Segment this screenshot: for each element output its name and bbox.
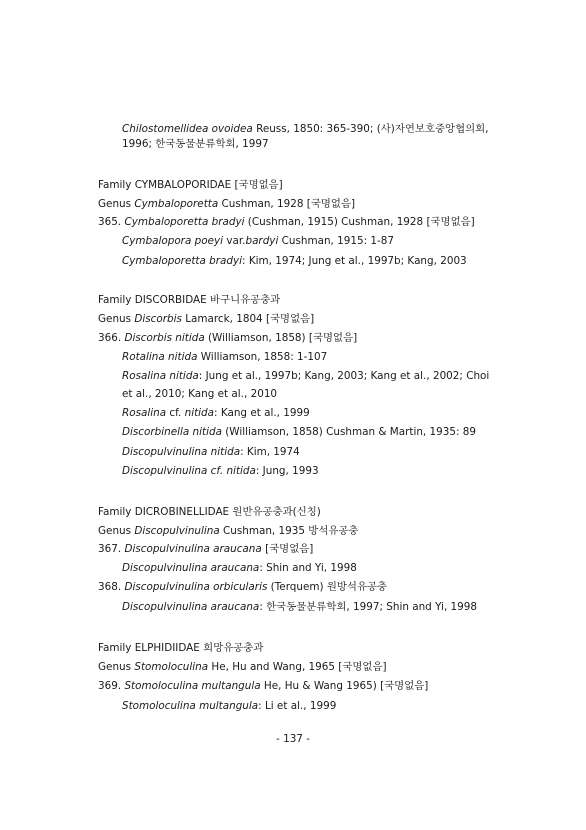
- taxon-name: Discorbinella nitida: [122, 426, 222, 438]
- line-text: Cushman, 1928 [국명없음]: [218, 198, 356, 210]
- text-line: [122, 138, 269, 151]
- line-text: : Jung et al., 1997b; Kang, 2003; Kang et al., 2002; Choi: [198, 370, 490, 382]
- text-line: [98, 294, 280, 307]
- text-line: [122, 700, 336, 713]
- text-line: [98, 506, 321, 519]
- line-text: He, Hu and Wang, 1965 [국명없음]: [208, 661, 387, 673]
- taxon-name: Cymbaloporetta bradyi: [124, 216, 245, 228]
- taxon-name: Discopulvinulina: [134, 525, 220, 537]
- line-text: : Kim, 1974; Jung et al., 1997b; Kang, 2003: [242, 255, 467, 267]
- page-number: - 137 -: [276, 733, 310, 745]
- line-text: Reuss, 1850: 365-390; (사)자연보호중앙협의회,: [252, 123, 489, 135]
- text-line: [122, 407, 310, 420]
- text-line: [98, 332, 357, 345]
- taxon-name: Stomoloculina multangula: [122, 700, 259, 712]
- taxon-name: Discopulvinulina orbicularis: [124, 581, 268, 593]
- text-line: [98, 581, 387, 594]
- text-line: [98, 525, 358, 538]
- line-text: Cushman, 1935 방석유공충: [219, 525, 359, 537]
- text-line: [122, 562, 357, 575]
- line-text: Genus: [98, 525, 135, 537]
- taxon-name: Discopulvinulina araucana: [122, 601, 260, 613]
- line-text: : Kim, 1974: [240, 446, 300, 458]
- line-text: Family DISCORBIDAE 바구니유공충과: [98, 294, 281, 306]
- text-line: [122, 370, 489, 383]
- line-text: Family CYMBALOPORIDAE [국명없음]: [98, 179, 283, 191]
- line-text: Lamarck, 1804 [국명없음]: [181, 313, 315, 325]
- text-line: [98, 661, 387, 674]
- line-text: et al., 2010; Kang et al., 2010: [122, 388, 278, 400]
- text-line: [98, 179, 283, 192]
- taxon-name: Stomoloculina multangula: [124, 680, 261, 692]
- line-text: He, Hu & Wang 1965) [국명없음]: [260, 680, 429, 692]
- taxon-name: Cymbaloporetta bradyi: [122, 255, 243, 267]
- line-text: : 한국동물분류학회, 1997; Shin and Yi, 1998: [259, 601, 477, 613]
- line-text: : Jung, 1993: [255, 465, 319, 477]
- line-text: (Cushman, 1915) Cushman, 1928 [국명없음]: [244, 216, 475, 228]
- text-line: [98, 198, 355, 211]
- text-line: [98, 642, 263, 655]
- text-line: [98, 680, 428, 693]
- taxon-name: Cymbaloporetta: [134, 198, 219, 210]
- text-line: [122, 446, 300, 459]
- taxon-name: nitida: [184, 407, 215, 419]
- text-line: [122, 426, 476, 439]
- text-line: [122, 351, 327, 364]
- taxon-name: Rotalina nitida: [122, 351, 198, 363]
- taxon-name: Rosalina nitida: [122, 370, 199, 382]
- line-text: 369.: [98, 680, 125, 692]
- taxon-name: Discopulvinulina nitida: [122, 446, 241, 458]
- line-text: (Williamson, 1858) [국명없음]: [204, 332, 358, 344]
- taxon-name: Cymbalopora poeyi: [122, 235, 224, 247]
- text-line: [98, 216, 475, 229]
- text-line: [98, 313, 314, 326]
- line-text: 367.: [98, 543, 125, 555]
- line-text: Family ELPHIDIIDAE 희망유공충과: [98, 642, 264, 654]
- line-text: : Li et al., 1999: [258, 700, 337, 712]
- taxon-name: Chilostomellidea ovoidea: [122, 123, 253, 135]
- taxon-name: Discopulvinulina cf. nitida: [122, 465, 256, 477]
- taxon-name: Discorbis nitida: [124, 332, 205, 344]
- line-text: 1996; 한국동물분류학회, 1997: [122, 138, 269, 150]
- line-text: Genus: [98, 198, 135, 210]
- line-text: : Shin and Yi, 1998: [259, 562, 357, 574]
- line-text: Family DICROBINELLIDAE 원반유공충과(신칭): [98, 506, 321, 518]
- line-text: (Williamson, 1858) Cushman & Martin, 1935: 89: [221, 426, 477, 438]
- text-line: [122, 388, 277, 401]
- line-text: Cushman, 1915: 1-87: [278, 235, 394, 247]
- line-text: Genus: [98, 661, 135, 673]
- line-text: cf.: [166, 407, 185, 419]
- line-text: Williamson, 1858: 1-107: [197, 351, 328, 363]
- taxon-name: bardyi: [245, 235, 279, 247]
- line-text: 366.: [98, 332, 125, 344]
- text-line: [98, 543, 313, 556]
- taxon-name: Rosalina: [122, 407, 167, 419]
- text-line: [122, 601, 477, 614]
- taxon-name: Discorbis: [134, 313, 182, 325]
- taxon-name: Stomoloculina: [134, 661, 209, 673]
- line-text: var.: [223, 235, 246, 247]
- line-text: 365.: [98, 216, 125, 228]
- line-text: (Terquem) 원방석유공충: [267, 581, 388, 593]
- line-text: 368.: [98, 581, 125, 593]
- text-line: [122, 465, 319, 478]
- line-text: : Kang et al., 1999: [214, 407, 310, 419]
- taxon-name: Discopulvinulina araucana: [122, 562, 260, 574]
- taxon-name: Discopulvinulina araucana: [124, 543, 262, 555]
- line-text: [국명없음]: [261, 543, 314, 555]
- line-text: Genus: [98, 313, 135, 325]
- text-line: [122, 255, 467, 268]
- text-line: [122, 123, 488, 136]
- text-line: [122, 235, 394, 248]
